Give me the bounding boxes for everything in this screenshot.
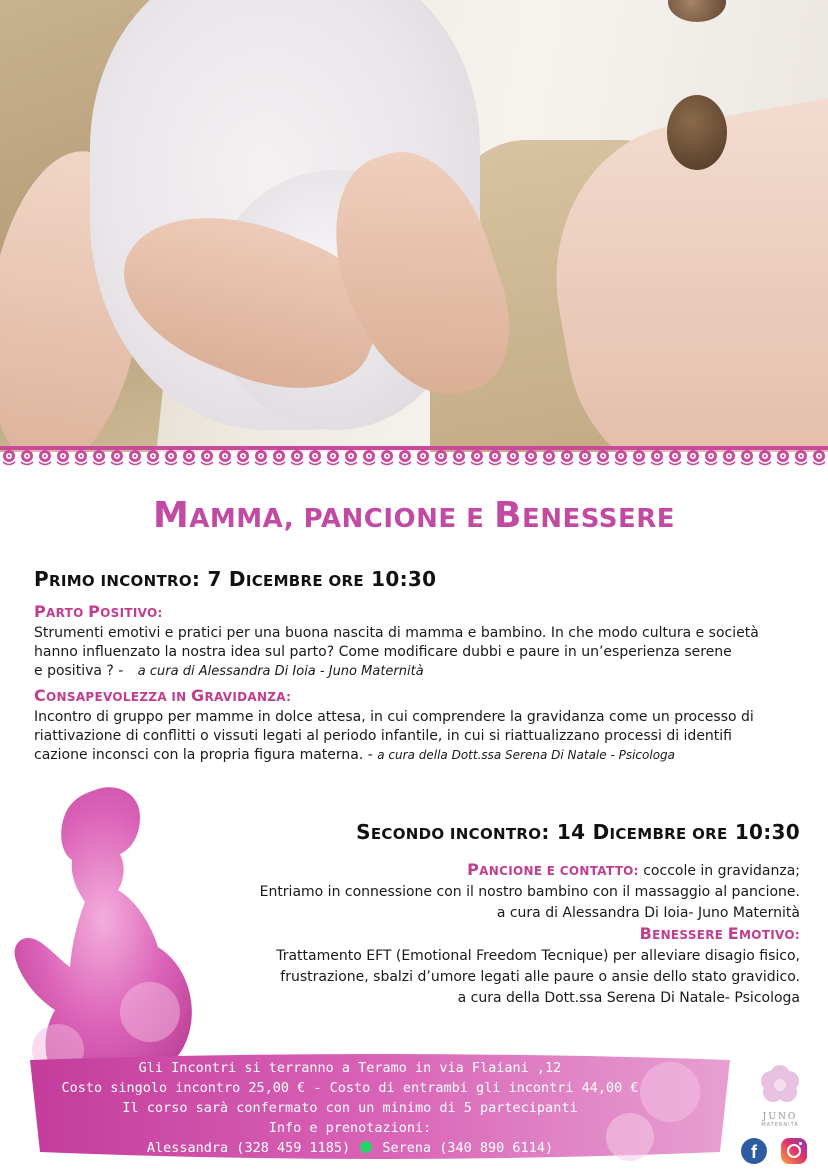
instagram-icon[interactable] [781, 1138, 807, 1164]
page-title: MAMMA, PANCIONE E BENESSERE [152, 495, 676, 536]
decor-ball [667, 95, 727, 170]
pancione-contatto-section: PANCIONE E CONTATTO: coccole in gravidanza; Entriamo in connessione con il nostro bambino con il massaggio al pancione. a cura di Alessandra Di Ioia- Juno Maternità [259, 860, 800, 921]
parto-positivo-label: PARTO POSITIVO: [34, 602, 163, 621]
decor-ball-top [668, 0, 726, 22]
lace-border [0, 446, 828, 466]
hero-photo [0, 0, 828, 452]
contact-serena[interactable]: Serena (340 890 6114) [382, 1140, 554, 1156]
flower-logo-icon [757, 1062, 803, 1108]
whatsapp-icon [360, 1141, 372, 1153]
second-meeting-heading: SECONDO INCONTRO: 14 DICEMBRE ORE 10:30 [356, 820, 800, 844]
consapevolezza-label: CONSAPEVOLEZZA IN GRAVIDANZA: [34, 686, 292, 705]
first-meeting-heading: PRIMO INCONTRO: 7 DICEMBRE ORE 10:30 [34, 567, 437, 591]
footer-info: Gli Incontri si terranno a Teramo in via Flaiani ,12 Costo singolo incontro 25,00 € - Costo di entrambi gli incontri 44,00 € Il corso sarà confermato con un minimo di 5 partecipanti Info e prenotazioni: Alessandra (328 459 1185) Serena (340 890 6114) [61, 1060, 639, 1156]
benessere-emotivo-label: BENESSERE EMOTIVO: [639, 924, 800, 943]
juno-logo: JUNO MATERNITÀ [750, 1062, 810, 1132]
contact-alessandra[interactable]: Alessandra (328 459 1185) [146, 1140, 351, 1156]
facebook-icon[interactable]: f [741, 1138, 767, 1164]
pregnant-silhouette-image [0, 782, 230, 1082]
consapevolezza-text: Incontro di gruppo per mamme in dolce attesa, in cui comprendere la gravidanza come un processo di riattivazione di conflitti o vissuti legati al periodo infantile, in cui si riattualizzano processi di identifi cazione inconsci con la propria figura materna. - a cura della Dott.ssa Serena Di Natale - Psicologa [34, 709, 754, 763]
benessere-emotivo-text: Trattamento EFT (Emotional Freedom Tecnique) per alleviare disagio fisico, frustrazione, sbalzi d’umore legati alle paure o ansie dello stato gravidico. a cura della Dott.ssa Serena Di Natale- Psicologa [276, 948, 800, 1006]
parto-positivo-text: Strumenti emotivi e pratici per una buona nascita di mamma e bambino. In che modo cultura e società hanno influenzato la nostra idea sul parto? Come modificare dubbi e paure in un’esperienza serene e positiva ? - a cura di Alessandra Di Ioia - Juno Maternità [34, 625, 759, 679]
pancione-contatto-label: PANCIONE E CONTATTO: [467, 860, 639, 879]
